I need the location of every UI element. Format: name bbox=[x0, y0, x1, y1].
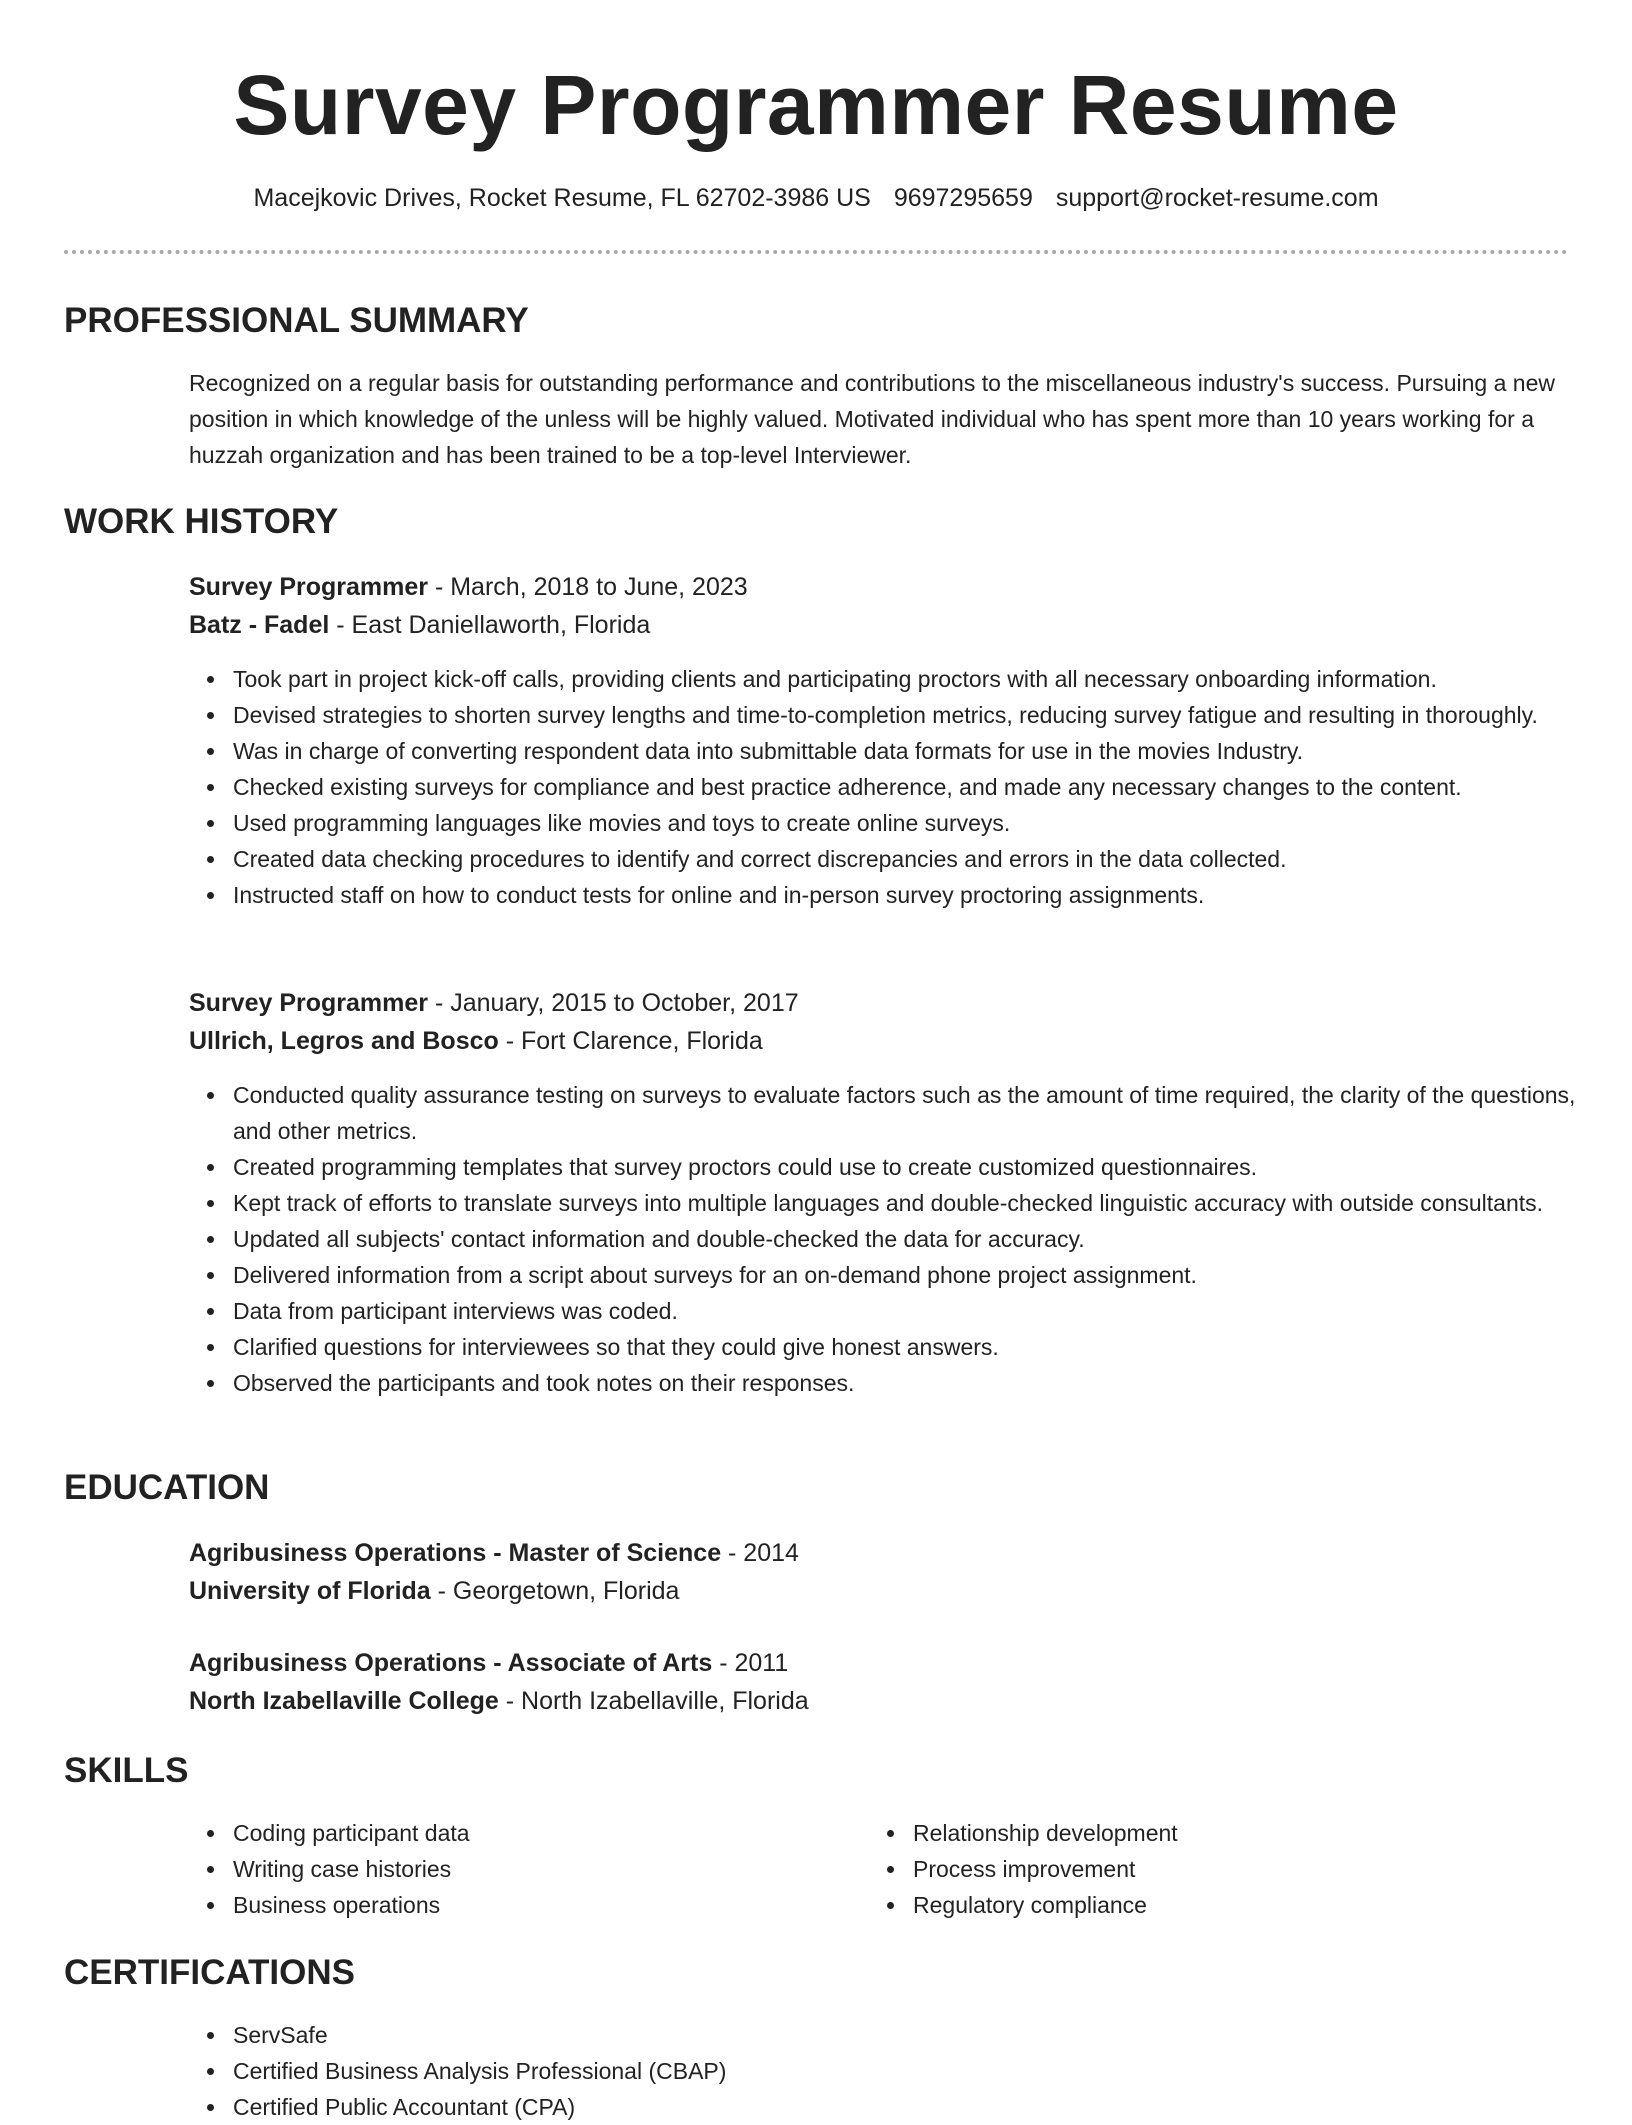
education-year: - 2011 bbox=[712, 1649, 789, 1677]
education-school-line bbox=[189, 1572, 679, 1610]
list-item: Devised strategies to shorten survey lengths and time-to-completion metrics, reducing survey fatigue and resulting in thoroughly. bbox=[233, 697, 1618, 733]
list-item: Coding participant data bbox=[233, 1815, 1618, 1851]
list-item: Conducted quality assurance testing on surveys to evaluate factors such as the amount of time required, the clarity of the questions, and other metrics. bbox=[233, 1077, 1618, 1149]
job-bullets bbox=[189, 1077, 1618, 1401]
list-item: Delivered information from a script about surveys for an on-demand phone project assignment. bbox=[233, 1257, 1618, 1293]
contact-phone[interactable]: 9697295659 bbox=[893, 184, 1033, 212]
list-item: Writing case histories bbox=[233, 1851, 1618, 1887]
section-title-work-history: WORK HISTORY bbox=[64, 502, 339, 541]
list-item: ServSafe bbox=[233, 2017, 1618, 2053]
job-location: - Fort Clarence, Florida bbox=[498, 1027, 763, 1055]
job-company: Ullrich, Legros and Bosco bbox=[189, 1027, 499, 1055]
job-dates: - March, 2018 to June, 2023 bbox=[428, 573, 748, 601]
education-degree: Agribusiness Operations - Master of Science bbox=[189, 1539, 722, 1567]
education-degree-line bbox=[189, 1644, 788, 1682]
list-item: Clarified questions for interviewees so that they could give honest answers. bbox=[233, 1329, 1618, 1365]
header-divider bbox=[64, 250, 1568, 254]
job-bullets bbox=[189, 661, 1618, 913]
list-item: Updated all subjects' contact information and double-checked the data for accuracy. bbox=[233, 1221, 1618, 1257]
job-location: - East Daniellaworth, Florida bbox=[329, 611, 651, 639]
list-item: Certified Business Analysis Professional (CBAP) bbox=[233, 2053, 1618, 2089]
section-title-education: EDUCATION bbox=[64, 1468, 270, 1507]
list-item: Observed the participants and took notes on their responses. bbox=[233, 1365, 1618, 1401]
education-school: University of Florida bbox=[189, 1577, 431, 1605]
job-company-line bbox=[189, 1022, 763, 1060]
education-location: - North Izabellaville, Florida bbox=[498, 1687, 809, 1715]
education-degree-line bbox=[189, 1534, 799, 1572]
job-company: Batz - Fadel bbox=[189, 611, 330, 639]
list-item: Kept track of efforts to translate surveys into multiple languages and double-checked linguistic accuracy with outside consultants. bbox=[233, 1185, 1618, 1221]
list-item: Checked existing surveys for compliance and best practice adherence, and made any necessary changes to the content. bbox=[233, 769, 1618, 805]
list-item: Created programming templates that survey proctors could use to create customized questionnaires. bbox=[233, 1149, 1618, 1185]
list-item: Certified Public Accountant (CPA) bbox=[233, 2089, 1618, 2125]
education-location: - Georgetown, Florida bbox=[430, 1577, 680, 1605]
section-title-certifications: CERTIFICATIONS bbox=[64, 1953, 356, 1992]
section-title-summary: PROFESSIONAL SUMMARY bbox=[64, 301, 529, 340]
list-item: Process improvement bbox=[913, 1851, 1632, 1887]
certifications-list bbox=[189, 2017, 1618, 2125]
section-title-skills: SKILLS bbox=[64, 1751, 189, 1790]
list-item: Took part in project kick-off calls, providing clients and participating proctors with all necessary onboarding information. bbox=[233, 661, 1618, 697]
job-role: Survey Programmer bbox=[189, 573, 429, 601]
job-role: Survey Programmer bbox=[189, 989, 429, 1017]
job-company-line bbox=[189, 606, 650, 644]
education-school-line bbox=[189, 1682, 809, 1720]
list-item: Used programming languages like movies and toys to create online surveys. bbox=[233, 805, 1618, 841]
contact-email[interactable]: support@rocket-resume.com bbox=[1055, 184, 1379, 212]
contact-address: Macejkovic Drives, Rocket Resume, FL 62702-3986 US bbox=[253, 184, 871, 212]
job-title-line bbox=[189, 568, 748, 606]
job-title-line bbox=[189, 984, 799, 1022]
list-item: Business operations bbox=[233, 1887, 1618, 1923]
summary-text: Recognized on a regular basis for outstanding performance and contributions to the miscellaneous industry's success. Pursuing a new position in which knowledge of the unless will be highly valued. Motivated individual who has spent more than 10 years working for a huzzah organization and has been trained to be a top-level Interviewer. bbox=[189, 370, 1555, 468]
resume-title: Survey Programmer Resume bbox=[233, 58, 1399, 152]
list-item: Instructed staff on how to conduct tests for online and in-person survey proctoring assignments. bbox=[233, 877, 1618, 913]
list-item: Data from participant interviews was coded. bbox=[233, 1293, 1618, 1329]
job-dates: - January, 2015 to October, 2017 bbox=[428, 989, 799, 1017]
list-item: Relationship development bbox=[913, 1815, 1632, 1851]
education-year: - 2014 bbox=[721, 1539, 799, 1567]
contact-line bbox=[0, 180, 1632, 216]
list-item: Regulatory compliance bbox=[913, 1887, 1632, 1923]
education-school: North Izabellaville College bbox=[189, 1687, 499, 1715]
education-degree: Agribusiness Operations - Associate of Arts bbox=[189, 1649, 713, 1677]
list-item: Was in charge of converting respondent data into submittable data formats for use in the movies Industry. bbox=[233, 733, 1618, 769]
skills-list-right bbox=[869, 1815, 1632, 1923]
list-item: Created data checking procedures to identify and correct discrepancies and errors in the data collected. bbox=[233, 841, 1618, 877]
